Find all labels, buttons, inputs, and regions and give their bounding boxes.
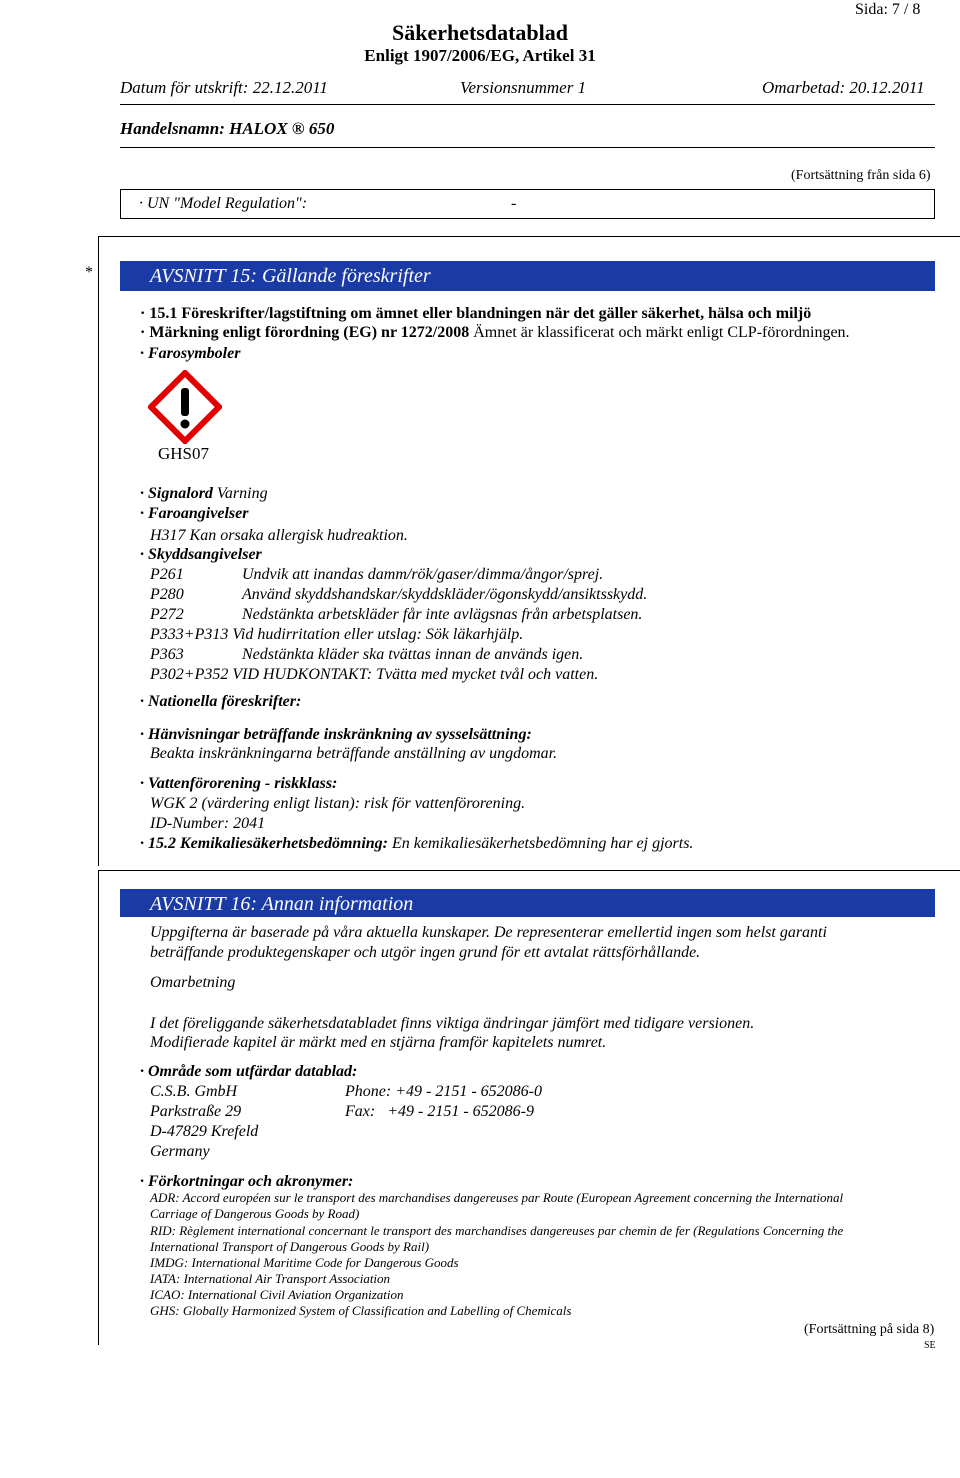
abbr-adr-2: Carriage of Dangerous Goods by Road) (150, 1206, 360, 1221)
section-15-header (120, 261, 935, 291)
abbr-imdg: IMDG: International Maritime Code for Dangerous Goods (150, 1255, 459, 1270)
revision-heading: Omarbetning (150, 974, 236, 991)
marking-text: Ämnet är klassificerat och märkt enligt CLP-förordningen. (469, 324, 850, 341)
signal-word-label: · Signalord (140, 485, 213, 502)
continued-from: (Fortsättning från sida 6) (791, 168, 931, 183)
section-15-2-line (140, 834, 693, 854)
employment-restrictions-label: · Hänvisningar beträffande inskränkning av sysselsättning: (140, 726, 532, 743)
intro-line-1: Uppgifterna är baserade på våra aktuella kunskaper. De representerar emellertid ingen som helst garanti (150, 924, 827, 941)
signal-word-line (140, 484, 268, 504)
p280-code: P280 (150, 586, 184, 603)
regulation-subtitle: Enligt 1907/2006/EG, Artikel 31 (364, 46, 596, 65)
marking-line (140, 323, 850, 343)
employment-restrictions-text: Beakta inskränkningarna beträffande anställning av ungdomar. (150, 745, 558, 762)
issuer-label: · Område som utfärdar datablad: (140, 1063, 358, 1080)
fax-number: Fax: +49 - 2151 - 652086-9 (345, 1103, 534, 1120)
h317-statement: H317 Kan orsaka allergisk hudreaktion. (150, 527, 408, 544)
country: Germany (150, 1143, 210, 1160)
exclamation-pictogram-icon (148, 370, 222, 444)
abbr-rid-2: International Transport of Dangerous Goods by Rail) (150, 1239, 430, 1254)
print-date: Datum för utskrift: 22.12.2011 (120, 78, 328, 97)
street-address: Parkstraße 29 (150, 1103, 242, 1120)
abbreviations-label: · Förkortningar och akronymer: (140, 1173, 354, 1190)
section-16-header (120, 889, 935, 917)
id-number: ID-Number: 2041 (150, 815, 266, 832)
national-regulations-label: · Nationella föreskrifter: (140, 693, 302, 710)
intro-line-2: beträffande produktegenskaper och utgör ingen grund för ett avtalat rättsförhållande. (150, 944, 701, 961)
company-name: C.S.B. GmbH (150, 1083, 238, 1100)
abbr-ghs: GHS: Globally Harmonized System of Classification and Labelling of Chemicals (150, 1303, 572, 1318)
abbr-adr-1: ADR: Accord européen sur le transport des marchandises dangereuses par Route (European Agreement concerning the International (150, 1190, 844, 1205)
un-value: - (511, 195, 517, 212)
p280-text: Använd skyddshandskar/skyddskläder/ögonskydd/ansiktsskydd. (242, 586, 648, 603)
changes-line-2: Modifierade kapitel är märkt med en stjärna framför kapitelets numret. (150, 1034, 607, 1051)
header-rule-2 (120, 147, 935, 148)
section-16-title: AVSNITT 16: Annan information (150, 893, 414, 915)
changes-line-1: I det föreliggande säkerhetsdatabladet finns viktiga ändringar jämfört med tidigare versionen. (150, 1015, 755, 1032)
abbr-rid-1: RID: Règlement international concernant le transport des marchandises dangereuses par chemin de fer (Regulations Concerning the (150, 1223, 844, 1238)
p272-text: Nedstänkta arbetskläder får inte avlägsnas från arbetsplatsen. (242, 606, 643, 623)
language-code: SE (924, 1340, 936, 1351)
marking-label: · Märkning enligt förordning (EG) nr 1272/2008 (140, 324, 470, 341)
section-15-2-text: En kemikaliesäkerhetsbedömning har ej gjorts. (388, 835, 694, 852)
revised-date: Omarbetad: 20.12.2011 (762, 78, 925, 97)
section-15-title: AVSNITT 15: Gällande föreskrifter (150, 265, 431, 287)
phone-number: Phone: +49 - 2151 - 652086-0 (345, 1083, 542, 1100)
hazard-statements-label: · Faroangivelser (140, 505, 249, 522)
city: D-47829 Krefeld (150, 1123, 259, 1140)
page-number: Sida: 7 / 8 (855, 1, 921, 18)
modified-marker: * (85, 264, 93, 281)
water-hazard-label: · Vattenförorening - riskklass: (140, 775, 338, 792)
p333-statement: P333+P313 Vid hudirritation eller utslag: Sök läkarhjälp. (150, 626, 524, 643)
signal-word-value: Varning (212, 485, 268, 502)
p272-code: P272 (150, 606, 184, 623)
header-rule (120, 104, 935, 105)
hazard-symbols-label: · Farosymboler (140, 345, 241, 362)
un-label: · UN "Model Regulation": (139, 195, 308, 212)
p302-statement: P302+P352 VID HUDKONTAKT: Tvätta med mycket tvål och vatten. (150, 666, 599, 683)
version-number: Versionsnummer 1 (460, 78, 587, 97)
abbr-icao: ICAO: International Civil Aviation Organization (150, 1287, 404, 1302)
precautionary-label: · Skyddsangivelser (140, 546, 262, 563)
section-15-1-heading: · 15.1 Föreskrifter/lagstiftning om ämnet eller blandningen när det gäller säkerhet, hälsa och miljö (140, 305, 812, 322)
p261-code: P261 (150, 566, 184, 583)
ghs-code: GHS07 (158, 444, 210, 463)
document-title: Säkerhetsdatablad (391, 20, 569, 45)
water-hazard-text: WGK 2 (värdering enligt listan): risk för vattenförorening. (150, 795, 526, 812)
trade-name: Handelsnamn: HALOX ® 650 (120, 119, 335, 138)
p363-code: P363 (150, 646, 184, 663)
abbr-iata: IATA: International Air Transport Association (150, 1271, 391, 1286)
p261-text: Undvik att inandas damm/rök/gaser/dimma/ångor/sprej. (242, 566, 604, 583)
p363-text: Nedstänkta kläder ska tvättas innan de används igen. (242, 646, 584, 663)
un-model-regulation-box (120, 189, 935, 219)
section-15-2-label: · 15.2 Kemikaliesäkerhetsbedömning: (140, 835, 388, 852)
continued-on: (Fortsättning på sida 8) (804, 1322, 935, 1337)
